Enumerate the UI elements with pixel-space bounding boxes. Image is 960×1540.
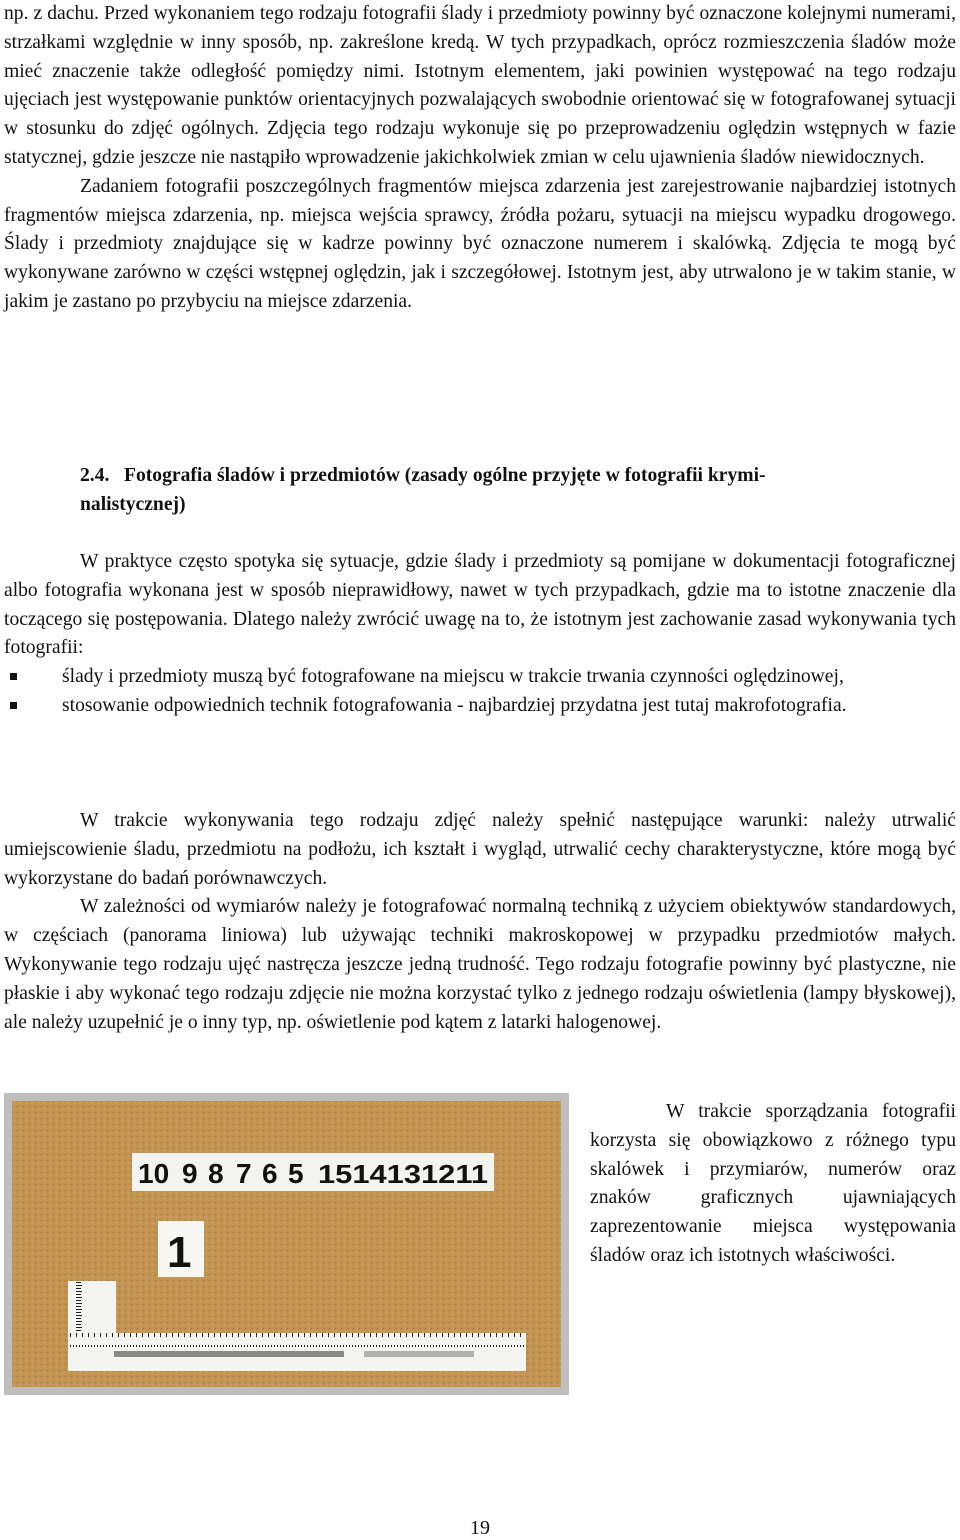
scale-markings — [114, 1351, 344, 1357]
marker-number: 1 — [167, 1228, 192, 1277]
number-label: 5 — [288, 1158, 304, 1189]
square-bullet-icon — [10, 673, 17, 680]
section-number: 2.4. — [80, 465, 110, 486]
number-label: 9 — [182, 1158, 198, 1189]
square-bullet-icon — [10, 702, 17, 709]
paragraph: W zależności od wymiarów należy je fotografować normalną techniką z użyciem obiektywów standardowych, w częściach (panorama liniowa) lub używając techniki makroskopowej w przypadku przedmiotów małych. Wykonywanie tego rodzaju ujęć nastręcza jeszcze jedną trudność. Tego rodzaju fotografie powinny być plastyczne, nie płaskie i aby wykonać tego rodzaju zdjęcie nie można korzystać tylko z jednego rodzaju oświetlenia (lampy błyskowej), ale należy uzupełnić je o inny typ, np. oświetlenie pod kątem z latarki halogenowej. — [4, 896, 956, 1033]
side-paragraph: W trakcie sporządzania fotografii korzysta się obowiązkowo z różnego typu skalówek i przymiarów, numerów oraz znaków graficznych ujawniających zaprezentowanie miejsca występowania śladów oraz ich istotnych właściwości. — [590, 1101, 956, 1266]
number-label: 10 — [138, 1158, 170, 1189]
number-label: 8 — [208, 1158, 224, 1189]
page-number: 19 — [470, 1517, 490, 1539]
text-block-conditions — [4, 807, 956, 1037]
text-block-intro — [4, 0, 956, 317]
paragraph: W praktyce często spotyka się sytuacje, gdzie ślady i przedmioty są pomijane w dokumentacji fotograficznej albo fotografia wykonana jest w sposób nieprawidłowy, nawet w tych przypadkach, gdzie ma to istotne znaczenie dla toczącego się postępowania. Dlatego należy zwrócić uwagę na to, że istotnym jest zachowanie zasad wykonywania tych fotografii: — [4, 551, 956, 659]
number-label: 6 — [262, 1158, 278, 1189]
text-block-rules — [4, 548, 956, 721]
list-item: ślady i przedmioty muszą być fotografowane na miejscu w trakcie trwania czynności oględzinowej, — [4, 663, 956, 692]
bullet-list — [4, 663, 956, 721]
section-heading — [80, 462, 956, 520]
section-title-line2: nalistycznej) — [80, 493, 186, 515]
paragraph: Zadaniem fotografii poszczególnych fragmentów miejsca zdarzenia jest zarejestrowanie najbardziej istotnych fragmentów miejsca zdarzenia, np. miejsca wejścia sprawcy, źródła pożaru, sytuacji na miejscu wypadku drogowego. Ślady i przedmioty znajdujące się w kadrze powinny być oznaczone numerem i skalówką. Zdjęcia te mogą być wykonywane zarówno w części wstępnej oględzin, jak i szczegółowej. Istotnym jest, aby utrwalono je w takim stanie, w jakim je zastano po przybyciu na miejsce zdarzenia. — [4, 175, 956, 312]
number-label: 7 — [236, 1158, 252, 1189]
scale-ticks-vertical — [68, 1281, 82, 1333]
list-item: stosowanie odpowiednich technik fotografowania - najbardziej przydatna jest tutaj makrofotografia. — [4, 692, 956, 721]
scale-markings — [364, 1351, 474, 1357]
section-title-line1: Fotografia śladów i przedmiotów (zasady ogólne przyjęte w fotografii krymi- — [124, 465, 766, 486]
scale-ticks — [68, 1333, 526, 1347]
paragraph: W trakcie wykonywania tego rodzaju zdjęć należy spełnić następujące warunki: należy utrwalić umiejscowienie śladu, przedmiotu na podłożu, ich kształt i wygląd, utrwalić cechy charakterystyczne, które mogą być wykorzystane do badań porównawczych. — [4, 810, 956, 889]
number-label-group: 1514131211 — [318, 1159, 488, 1189]
evidence-scale-photo — [4, 1093, 569, 1395]
paragraph: np. z dachu. Przed wykonaniem tego rodzaju fotografii ślady i przedmioty powinny być oznaczone kolejnymi numerami, strzałkami względnie w inny sposób, np. zakreślone kredą. W tych przypadkach, oprócz rozmieszczenia śladów może mieć znaczenie także odległość pomiędzy nimi. Istotnym elementem, jaki powinien występować na tego rodzaju ujęciach jest występowanie punktów orientacyjnych pozwalających swobodnie orientować się w fotografowanej sytuacji w stosunku do zdjęć ogólnych. Zdjęcia tego rodzaju wykonuje się po przeprowadzeniu oględzin wstępnych w fazie statycznej, gdzie jeszcze nie nastąpiło wprowadzenie jakichkolwiek zmian w celu ujawnienia śladów niewidocznych. — [4, 3, 956, 168]
